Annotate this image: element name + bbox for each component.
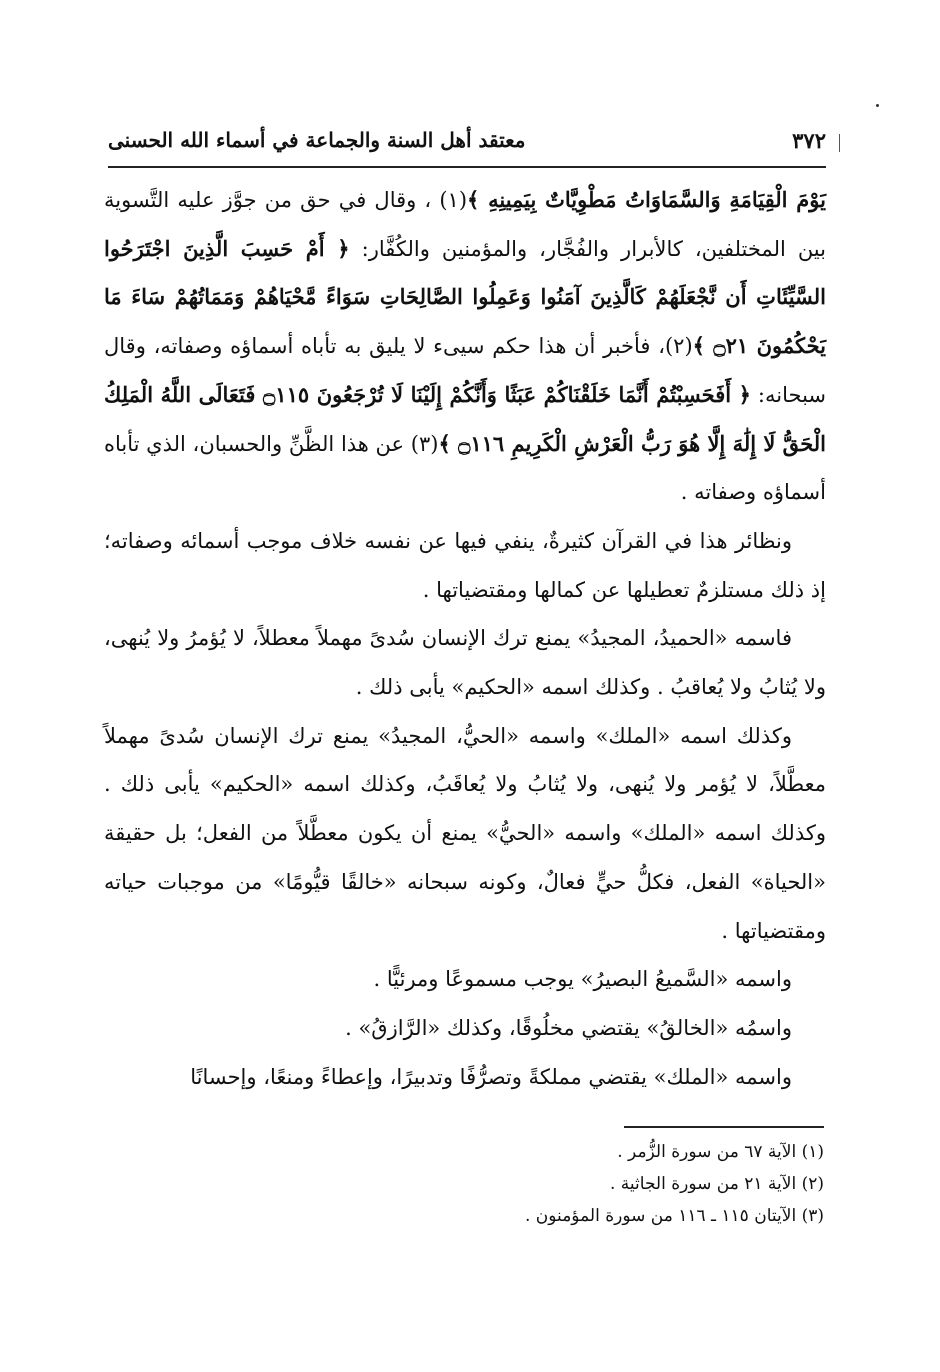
footnote-rule [624,1126,824,1128]
paragraph-7: واسمه «الملك» يقتضي مملكةً وتصرُّفًا وتدبيرًا، وإعطاءً ومنعًا، وإحسانًا [190,1064,792,1089]
paragraph-6: واسمُه «الخالقُ» يقتضي مخلُوقًا، وكذلك «الرَّازقُ» . [345,1015,792,1040]
paragraph-1-text-a: (١) ، وقال في حق من جوَّز عليه التَّسوية بين المختلفين، كالأبرار والفُجَّار، والمؤمنين والكُفَّار: [104,188,826,261]
margin-tick [839,134,840,152]
paragraph-5: واسمه «السَّميعُ البصيرُ» يوجب مسموعًا ومرئيًّا . [373,967,792,992]
paragraph-1-text-b: (٢)، فأخبر أن هذا حكم سيىء لا يليق به تأباه أسماؤه وصفاته، وقال سبحانه: [104,334,827,407]
running-title: معتقد أهل السنة والجماعة في أسماء الله الحسنى [108,128,526,152]
quran-verse-3: ﴿ أَفَحَسِبْتُمْ أَنَّمَا خَلَقْنَاكُمْ عَبَثًا وَأَنَّكُمْ إِلَيْنَا لَا تُرْجَعُونَ ۝١١٥ فَتَعَالَى اللَّهُ الْمَلِكُ الْحَقُّ لَا إِلَٰهَ إِلَّا هُوَ رَبُّ الْعَرْشِ الْكَرِيمِ ۝١١٦ ﴾ [104,381,826,456]
main-text [104,176,826,1101]
page-header [108,128,826,162]
paragraph-1 [104,176,826,517]
quran-verse-1: يَوْمَ الْقِيَامَةِ وَالسَّمَاوَاتُ مَطْوِيَّاتٌ بِيَمِينِهِ ﴾ [467,187,826,212]
paragraph-3: فاسمه «الحميدُ، المجيدُ» يمنع ترك الإنسان سُدىً مهملاً معطلاً، لا يُؤمرُ ولا يُنهى، ولا يُثابُ ولا يُعاقبُ . وكذلك اسمه «الحكيم» يأبى ذلك . [104,626,826,700]
scan-speck [876,104,879,107]
footnotes [124,1136,824,1232]
paragraph-1-text-c: (٣) عن هذا الظَّنِّ والحسبان، الذي تأباه أسماؤه وصفاته . [104,431,826,505]
paragraph-2: ونظائر هذا في القرآن كثيرةٌ، ينفي فيها عن نفسه خلاف موجب أسمائه وصفاته؛ إذ ذلك مستلزمٌ تعطيلها عن كمالها ومقتضياتها . [104,528,826,602]
footnote-3: (٣) الآيتان ١١٥ ـ ١١٦ من سورة المؤمنون . [524,1206,824,1226]
footnote-2: (٢) الآية ٢١ من سورة الجاثية . [609,1174,824,1194]
footnote-1: (١) الآية ٦٧ من سورة الزُّمر . [617,1142,824,1162]
header-rule [108,166,826,168]
paragraph-4: وكذلك اسمه «الملك» واسمه «الحيُّ، المجيدُ» يمنع ترك الإنسان سُدىً مهملاً معطَّلاً، لا يُؤمر ولا يُنهى، ولا يُثابُ ولا يُعاقَبُ، وكذلك اسمه «الحكيم» يأبى ذلك . وكذلك اسمه «الملك» واسمه «الحيُّ» يمنع أن يكون معطَّلاً من الفعل؛ بل حقيقة «الحياة» الفعل، فكلُّ حيٍّ فعالٌ، وكونه سبحانه «خالقًا قيُّومًا» من موجبات حياته ومقتضياتها . [104,723,826,943]
page-number: ٣٧٢ [792,128,826,153]
quran-verse-2: ﴿ أَمْ حَسِبَ الَّذِينَ اجْتَرَحُوا السَّيِّئَاتِ أَن نَّجْعَلَهُمْ كَالَّذِينَ آمَنُوا وَعَمِلُوا الصَّالِحَاتِ سَوَاءً مَّحْيَاهُمْ وَمَمَاتُهُمْ سَاءَ مَا يَحْكُمُونَ ۝٢١ ﴾ [104,235,826,359]
